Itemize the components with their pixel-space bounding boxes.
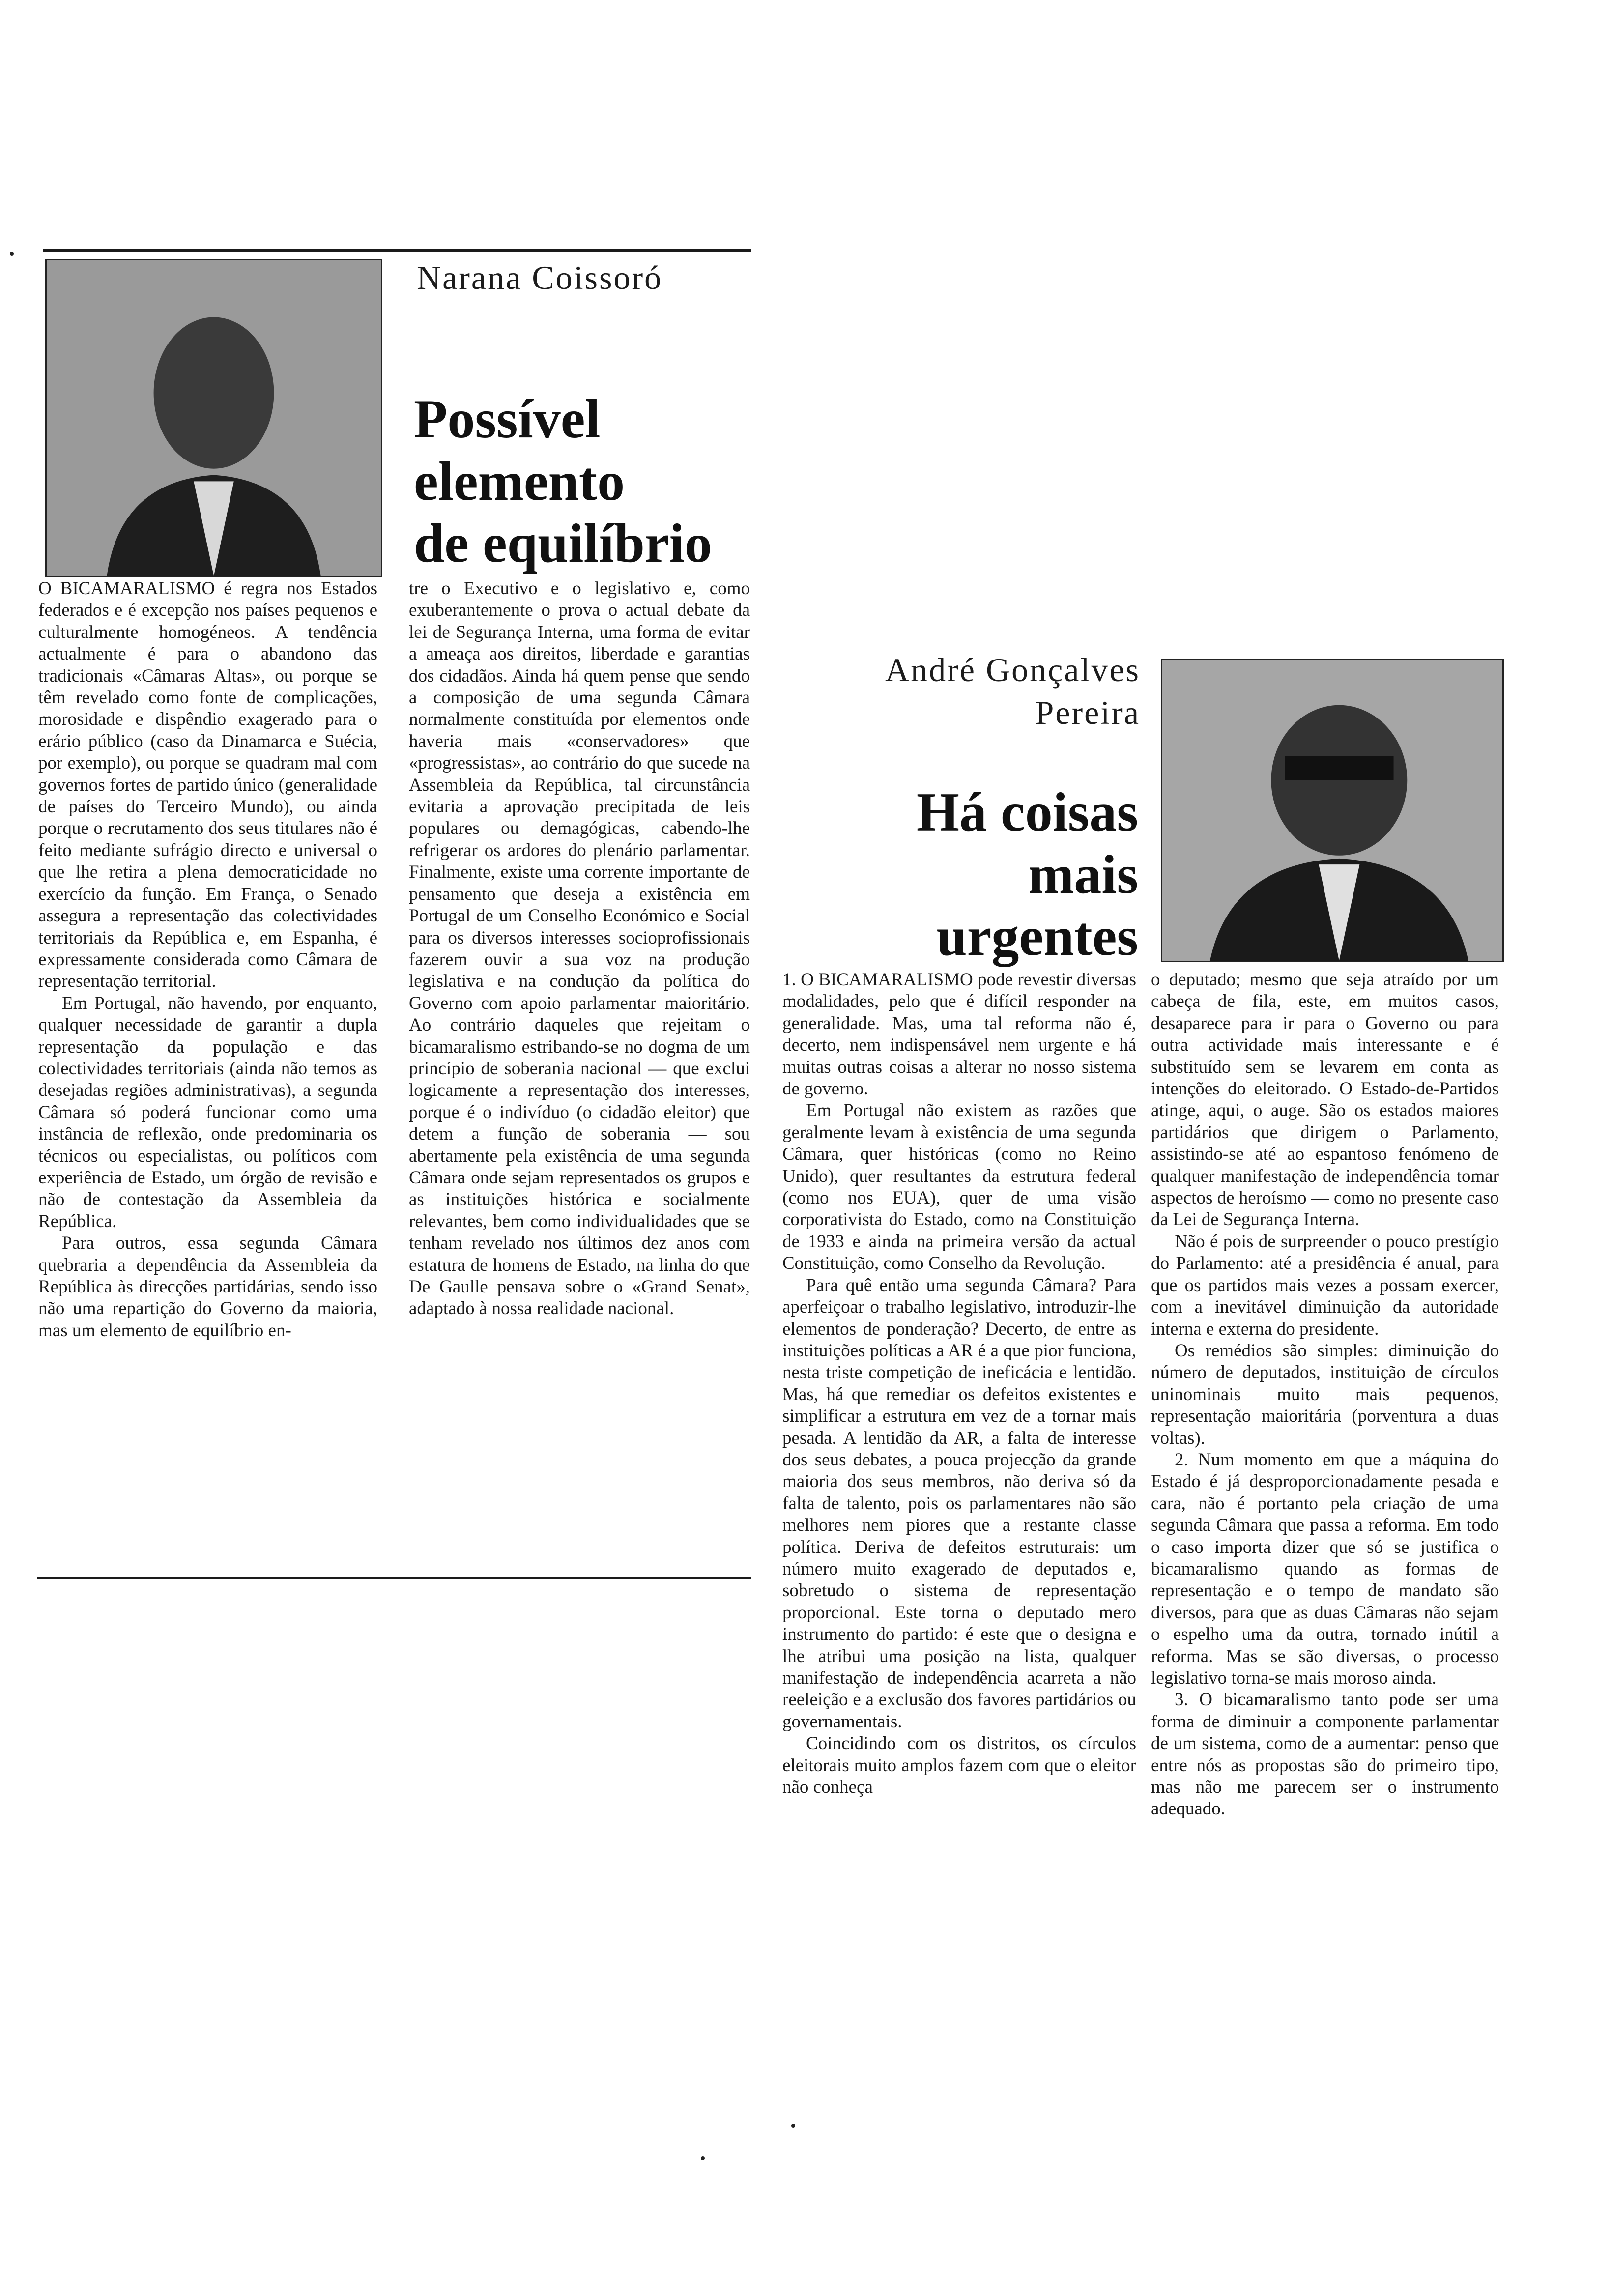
paragraph: Para outros, essa segunda Câmara quebraria a dependência da Assembleia da República às direcções partidárias, sendo isso não uma repartição do Governo da maioria, mas um elemento de equilíbrio en- [38,1233,377,1341]
paragraph: Coincidindo com os distritos, os círculos eleitorais muito amplos fazem com que o eleitor não conheça [782,1733,1136,1798]
paragraph: Em Portugal, não havendo, por enquanto, qualquer necessidade de garantir a dupla representação da população e das colectividades territoriais (ainda não temos as desejadas regiões administrativas), a segunda Câmara só poderá funcionar como uma instância de reflexão, onde predominaria os técnicos ou especialistas, ou políticos com experiência de Estado, um órgão de revisão e não de contestação da Assembleia da República. [38,993,377,1232]
article1-title [414,388,712,575]
paragraph: o deputado; mesmo que seja atraído por um cabeça de fila, este, em muitos casos, desaparece para ir para o Governo ou para outra actividade mais interessante e é substituído sem se levarem em conta as intenções do eleitorado. O Estado-de-Partidos atinge, aqui, o auge. São os estados maiores partidários que dirigem o Parlamento, assistindo-se até ao espantoso fenómeno de qualquer manifestação de independência tomar aspectos de heroísmo — como no presente caso da Lei de Segurança Interna. [1151,970,1499,1230]
article2-column-1 [782,969,1136,2124]
scan-speck [701,2156,705,2160]
author-photo-narana-coissoro [45,259,382,577]
scan-speck [791,2124,795,2128]
paragraph: Em Portugal não existem as razões que geralmente levam à existência de uma segunda Câmara, quer históricas (como no Reino Unido), quer resultantes da estrutura federal (como nos EUA), quer de uma visão corporativista do Estado, como na Constituição de 1933 e ainda na primeira versão da actual Constituição, como Conselho da Revolução. [782,1100,1136,1274]
author-photo-andre-goncalves-pereira [1161,659,1504,962]
article1-title-line: elemento [414,451,625,512]
article2-author [767,649,1140,734]
paragraph: 3. O bicamaralismo tanto pode ser uma forma de diminuir a componente parlamentar de um sistema, como de a aumentar: penso que entre nós as propostas são do primeiro tipo, mas não me parecem ser o instrumento adequado. [1151,1690,1499,1819]
article1-title-line: Possível [414,389,601,450]
portrait-icon [1162,660,1502,961]
article1-column-1 [38,578,377,1572]
article1-author: Narana Coissoró [417,259,663,296]
article2-author-line: Pereira [1035,694,1140,732]
article2-title-line: Há coisas [916,782,1138,843]
article2-column-2 [1151,969,1499,2124]
article1-title-line: de equilíbrio [414,513,712,574]
paragraph: O BICAMARALISMO é regra nos Estados federados e é excepção nos países pequenos e culturalmente homogéneos. A tendência actualmente é para o abandono das tradicionais «Câmaras Altas», ou porque se têm revelado como fonte de complicações, morosidade e dispêndio exagerado para o erário público (caso da Dinamarca e Suécia, por exemplo), ou porque se quadram mal com governos fortes de partido único (generalidade de países do Terceiro Mundo), ou ainda porque o recrutamento dos seus titulares não é feito mediante sufrágio directo e universal o que lhe retira a plena democraticidade no exercício da função. Em França, o Senado assegura a representação das colectividades territoriais da República e, em Espanha, é expressamente considerada como Câmara de representação territorial. [38,578,377,992]
paragraph: Não é pois de surpreender o pouco prestígio do Parlamento: até a presidência é anual, para que os partidos mais vezes a possam exercer, com a inevitável diminuição da autoridade interna e externa do presidente. [1151,1231,1499,1339]
paragraph: tre o Executivo e o legislativo e, como exuberantemente o prova o actual debate da lei de Segurança Interna, uma forma de evitar a ameaça aos direitos, liberdade e garantias dos cidadãos. Ainda há quem pense que sendo a composição de uma segunda Câmara normalmente constituída por elementos onde haveria mais «conservadores» que «progressistas», ao contrário do que sucede na Assembleia da República, tal circunstância evitaria a aprovação precipitada de leis populares ou demagógicas, cabendo-lhe refrigerar os ardores do plenário parlamentar. Finalmente, existe uma corrente importante de pensamento que deseja a existência em Portugal de um Conselho Económico e Social para os diversos interesses socioprofissionais fazerem ouvir a sua voz na produção legislativa e na condução da política do Governo com apoio parlamentar maioritário. Ao contrário daqueles que rejeitam o bicamaralismo estribando-se no dogma de um princípio de soberania nacional — que exclui logicamente a representação dos interesses, porque é o indivíduo (o cidadão eleitor) que detem a função de soberania — sou abertamente pela existência de uma segunda Câmara onde sejam representados os grupos e as instituições histórica e socialmente relevantes, bem como individualidades que se tenham revelado nos últimos dez anos com estatura de homens de Estado, na linha do que De Gaulle pensava sobre o «Grand Senat», adaptado à nossa realidade nacional. [409,578,750,1319]
paragraph: 2. Num momento em que a máquina do Estado é já desproporcionadamente pesada e cara, não é portanto pela criação de uma segunda Câmara que passa a reforma. Em todo o caso importa dizer que só se justifica o bicamaralismo quando as formas de representação e o tempo de mandato são diversos, para que as duas Câmaras não sejam o espelho uma da outra, tornado inútil a reforma. Mas se são diversas, o processo legislativo torna-se mais moroso ainda. [1151,1449,1499,1688]
article1-bottom-rule [37,1577,751,1579]
scan-speck [10,252,14,256]
paragraph: Os remédios são simples: diminuição do número de deputados, instituição de círculos uninominais muito mais pequenos, representação maioritária (porventura a duas voltas). [1151,1340,1499,1448]
paragraph: 1. O BICAMARALISMO pode revestir diversas modalidades, pelo que é difícil responder na generalidade. Mas, uma tal reforma não é, decerto, nem indispensável nem urgente e há muitas outras coisas a alterar no nosso sistema de governo. [782,970,1136,1099]
article2-title-line: urgentes [936,906,1138,968]
article2-title-line: mais [1028,844,1138,905]
portrait-icon [47,260,381,576]
article1-column-2 [409,578,750,1572]
article1-top-rule [43,249,751,252]
article2-title [767,781,1138,968]
paragraph: Para quê então uma segunda Câmara? Para aperfeiçoar o trabalho legislativo, introduzir-lhe elementos de ponderação? Decerto, de entre as instituições políticas a AR é a que pior funciona, nesta triste competição de ineficácia e lentidão. Mas, há que remediar os defeitos existentes e simplificar a estrutura em vez de a tornar mais pesada. A lentidão da AR, a falta de interesse dos seus debates, a pouca projecção da grande maioria dos seus membros, não deriva só da falta de talento, pois os parlamentares não são melhores nem piores que a restante classe política. Deriva de defeitos estruturais: um número muito exagerado de deputados e, sobretudo o sistema de representação proporcional. Este torna o deputado mero instrumento do partido: é este que o designa e lhe atribui uma posição na lista, qualquer manifestação de independência acarreta a não reeleição e a exclusão dos favores partidários ou governamentais. [782,1275,1136,1732]
article2-author-line: André Gonçalves [885,651,1140,689]
